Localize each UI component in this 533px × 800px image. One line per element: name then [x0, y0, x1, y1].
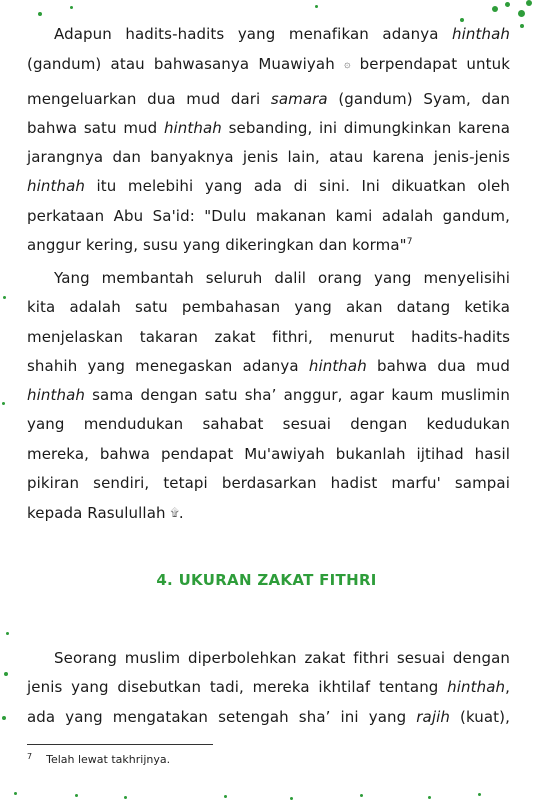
footnote-number: 7: [27, 752, 33, 761]
text-line: (gandum) atau bahwasanya Muawiyah ۞ berpendapat untuk: [27, 49, 510, 78]
text-line: pikiran sendiri, tetapi berdasarkan hadist marfu' sampai: [27, 474, 510, 493]
text-line: jarangnya dan banyaknya jenis lain, atau karena jenis-jenis: [27, 148, 510, 167]
footnote-reference: 7: [406, 237, 413, 248]
text-line: kita adalah satu pembahasan yang akan datang ketika: [27, 298, 510, 317]
text-line: hinthah itu melebihi yang ada di sini. Ini dikuatkan oleh: [27, 177, 510, 196]
paragraph-2: [27, 264, 510, 528]
text-line: mereka, bahwa pendapat Mu'awiyah bukanlah ijtihad hasil: [27, 444, 510, 463]
paragraph-1: [27, 20, 510, 260]
text-line: perkataan Abu Sa'id: "Dulu makanan kami adalah gandum,: [27, 206, 510, 225]
section-heading: 4. UKURAN ZAKAT FITHRI: [156, 571, 377, 589]
text-line: Seorang muslim diperbolehkan zakat fithri sesuai dengan: [54, 649, 510, 667]
text-line: kepada Rasulullah ۩.: [27, 498, 510, 527]
footnote-text: Telah lewat takhrijnya.: [46, 753, 171, 766]
honorific-salawat-icon: ۩: [170, 506, 179, 520]
text-line: hinthah sama dengan satu sha’ anggur, agar kaum muslimin: [27, 386, 510, 405]
text-line: jenis yang disebutkan tadi, mereka ikhtilaf tentang hinthah,: [27, 678, 510, 697]
footnote-divider: [27, 744, 213, 745]
text-line: yang mendudukan sahabat sesuai dengan kedudukan: [27, 415, 510, 434]
text-line: shahih yang menegaskan adanya hinthah bahwa dua mud: [27, 356, 511, 375]
text-line: Yang membantah seluruh dalil orang yang menyelisihi: [54, 269, 510, 287]
text-line: menjelaskan takaran zakat fithri, menurut hadits-hadits: [27, 327, 510, 346]
honorific-radhiyallahu-icon: ۞: [343, 57, 351, 71]
text-line: anggur kering, susu yang dikeringkan dan korma"$^7$: [27, 236, 413, 255]
text-line: Adapun hadits-hadits yang menafikan adanya hinthah: [54, 25, 510, 43]
footnote: [27, 752, 170, 766]
text-line: ada yang mengatakan setengah sha’ ini yang rajih (kuat),: [27, 707, 510, 726]
text-line: mengeluarkan dua mud dari samara (gandum) Syam, dan: [27, 89, 510, 108]
paragraph-3: [27, 644, 510, 732]
text-line: bahwa satu mud hinthah sebanding, ini dimungkinkan karena: [27, 118, 510, 137]
